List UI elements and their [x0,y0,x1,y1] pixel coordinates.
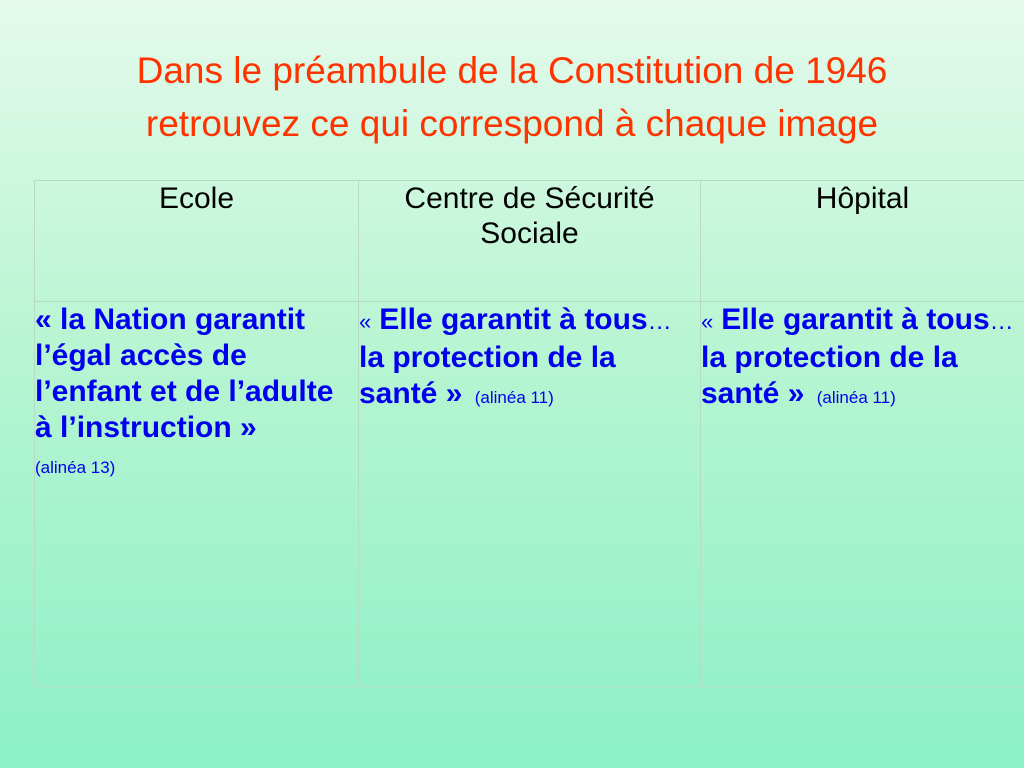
quote-text-before: Elle garantit à tous [721,303,990,336]
ellipsis: … [989,308,1014,335]
ellipsis: … [647,308,672,335]
quote-text: « la Nation garantit l’égal accès de l’enfant et de l’adulte à l’instruction » [35,303,334,444]
slide-title-line-2: retrouvez ce qui correspond à chaque image [145,103,879,144]
cell-securite-sociale-quote [359,302,701,687]
open-quote-mark: « [701,309,714,334]
cell-hopital-quote [701,302,1024,687]
open-quote-mark: « [359,309,372,334]
header-hopital: Hôpital [701,181,1024,302]
quote-text-after: la protection de la santé » [701,341,958,410]
alinea-reference: (alinéa 11) [816,388,896,407]
cell-ecole-quote [35,302,359,687]
alinea-reference: (alinéa 13) [35,458,116,477]
slide-title-line-1: Dans le préambule de la Constitution de 1946 [136,50,888,91]
header-ecole: Ecole [35,181,359,302]
correspondence-table [34,180,1024,687]
slide-title [0,44,1024,150]
quote-text-before: Elle garantit à tous [379,303,648,336]
header-centre-securite-sociale: Centre de Sécurité Sociale [359,181,701,302]
table-row [35,302,1024,687]
alinea-reference: (alinéa 11) [474,388,554,407]
table-header-row [35,181,1024,302]
quote-text-after: la protection de la santé » [359,341,616,410]
